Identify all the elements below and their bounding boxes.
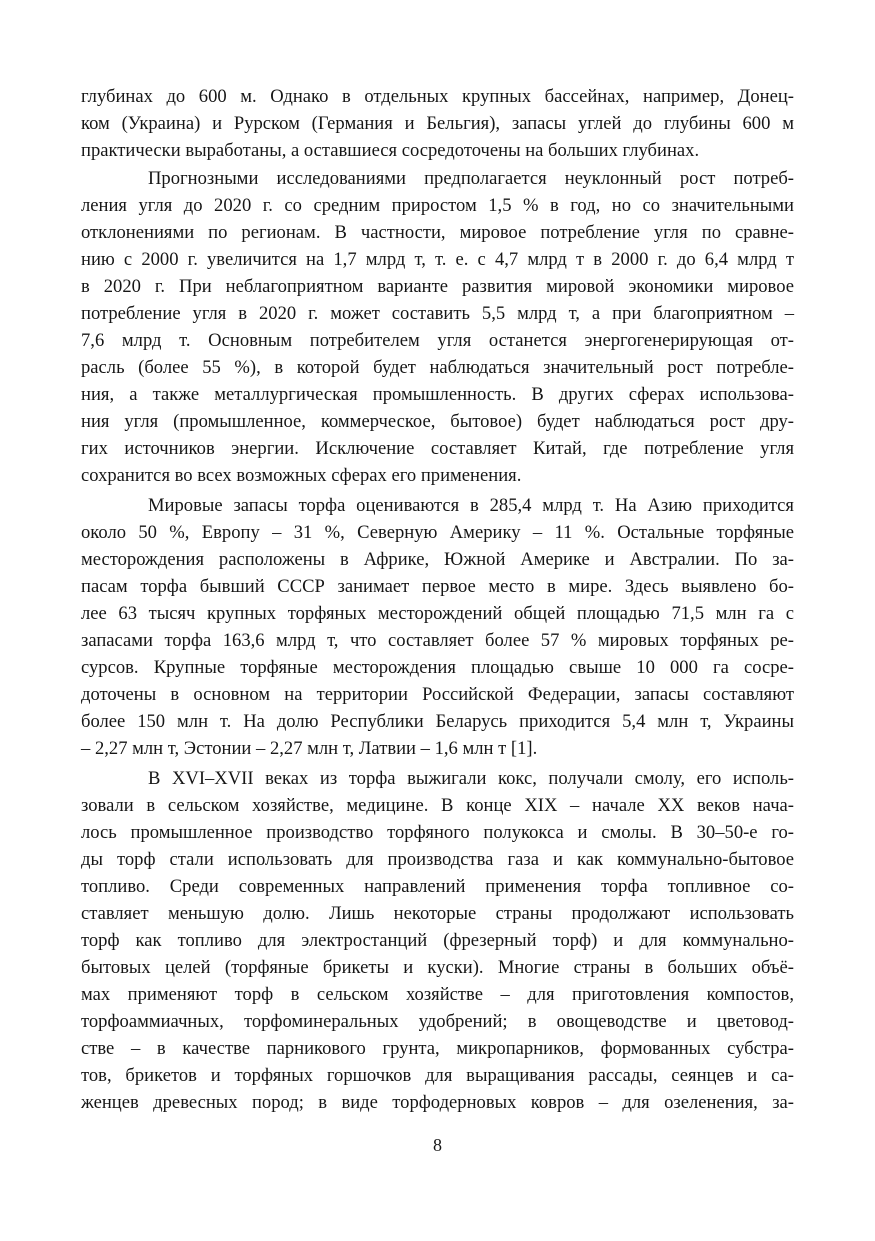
text-line: ния угля (промышленное, коммерческое, бытовое) будет наблюдаться рост дру- [81,411,794,432]
text-line: лее 63 тысяч крупных торфяных месторождений общей площадью 71,5 млн га с [81,603,794,624]
text-line: глубинах до 600 м. Однако в отдельных крупных бассейнах, например, Донец- [81,86,794,107]
text-line: торф как топливо для электростанций (фрезерный торф) и для коммунально- [81,930,794,951]
text-line: пасам торфа бывший СССР занимает первое место в мире. Здесь выявлено бо- [81,576,794,597]
text-line: в 2020 г. При неблагоприятном варианте развития мировой экономики мировое [81,276,794,297]
text-line: лось промышленное производство торфяного полукокса и смолы. В 30–50-е го- [81,822,794,843]
text-line: стве – в качестве парникового грунта, микропарников, формованных субстра- [81,1038,794,1059]
text-line: гих источников энергии. Исключение составляет Китай, где потребление угля [81,438,794,459]
text-line: топливо. Среди современных направлений применения торфа топливное со- [81,876,794,897]
text-line: расль (более 55 %), в которой будет наблюдаться значительный рост потребле- [81,357,794,378]
text-line: потребление угля в 2020 г. может составить 5,5 млрд т, а при благоприятном – [81,303,794,324]
text-line: 7,6 млрд т. Основным потребителем угля останется энергогенерирующая от- [81,330,794,351]
text-line: торфоаммиачных, торфоминеральных удобрений; в овощеводстве и цветовод- [81,1011,794,1032]
text-line: месторождения расположены в Африке, Южной Америке и Австралии. По за- [81,549,794,570]
text-line: ком (Украина) и Рурском (Германия и Бельгия), запасы углей до глубины 600 м [81,113,794,134]
text-line: мах применяют торф в сельском хозяйстве – для приготовления компостов, [81,984,794,1005]
text-line: ления угля до 2020 г. со средним приростом 1,5 % в год, но со значительными [81,195,794,216]
text-line: бытовых целей (торфяные брикеты и куски). Многие страны в больших объё- [81,957,794,978]
page-number: 8 [433,1135,442,1155]
text-line: доточены в основном на территории Российской Федерации, запасы составляют [81,684,794,705]
text-line: более 150 млн т. На долю Республики Беларусь приходится 5,4 млн т, Украины [81,711,794,732]
text-line: В XVI–XVII веках из торфа выжигали кокс, получали смолу, его исполь- [148,768,794,789]
text-line: запасами торфа 163,6 млрд т, что составляет более 57 % мировых торфяных ре- [81,630,794,651]
text-line: ставляет меньшую долю. Лишь некоторые страны продолжают использовать [81,903,794,924]
text-line: тов, брикетов и торфяных горшочков для выращивания рассады, сеянцев и са- [81,1065,794,1086]
text-line: отклонениями по регионам. В частности, мировое потребление угля по сравне- [81,222,794,243]
text-line: Мировые запасы торфа оцениваются в 285,4 млрд т. На Азию приходится [148,495,794,516]
text-line: сурсов. Крупные торфяные месторождения площадью свыше 10 000 га сосре- [81,657,794,678]
text-line: – 2,27 млн т, Эстонии – 2,27 млн т, Латвии – 1,6 млн т [1]. [81,738,538,759]
text-line: сохранится во всех возможных сферах его применения. [81,465,522,486]
text-line: женцев древесных пород; в виде торфодерновых ковров – для озеленения, за- [81,1092,794,1113]
text-line: нию с 2000 г. увеличится на 1,7 млрд т, т. е. с 4,7 млрд т в 2000 г. до 6,4 млрд т [81,249,794,270]
text-line: Прогнозными исследованиями предполагается неуклонный рост потреб- [148,168,794,189]
text-line: ды торф стали использовать для производства газа и как коммунально-бытовое [81,849,794,870]
text-line: практически выработаны, а оставшиеся сосредоточены на больших глубинах. [81,140,700,161]
text-line: зовали в сельском хозяйстве, медицине. В конце XIX – начале XX веков нача- [81,795,794,816]
text-line: ния, а также металлургическая промышленность. В других сферах использова- [81,384,794,405]
text-line: около 50 %, Европу – 31 %, Северную Америку – 11 %. Остальные торфяные [81,522,794,543]
